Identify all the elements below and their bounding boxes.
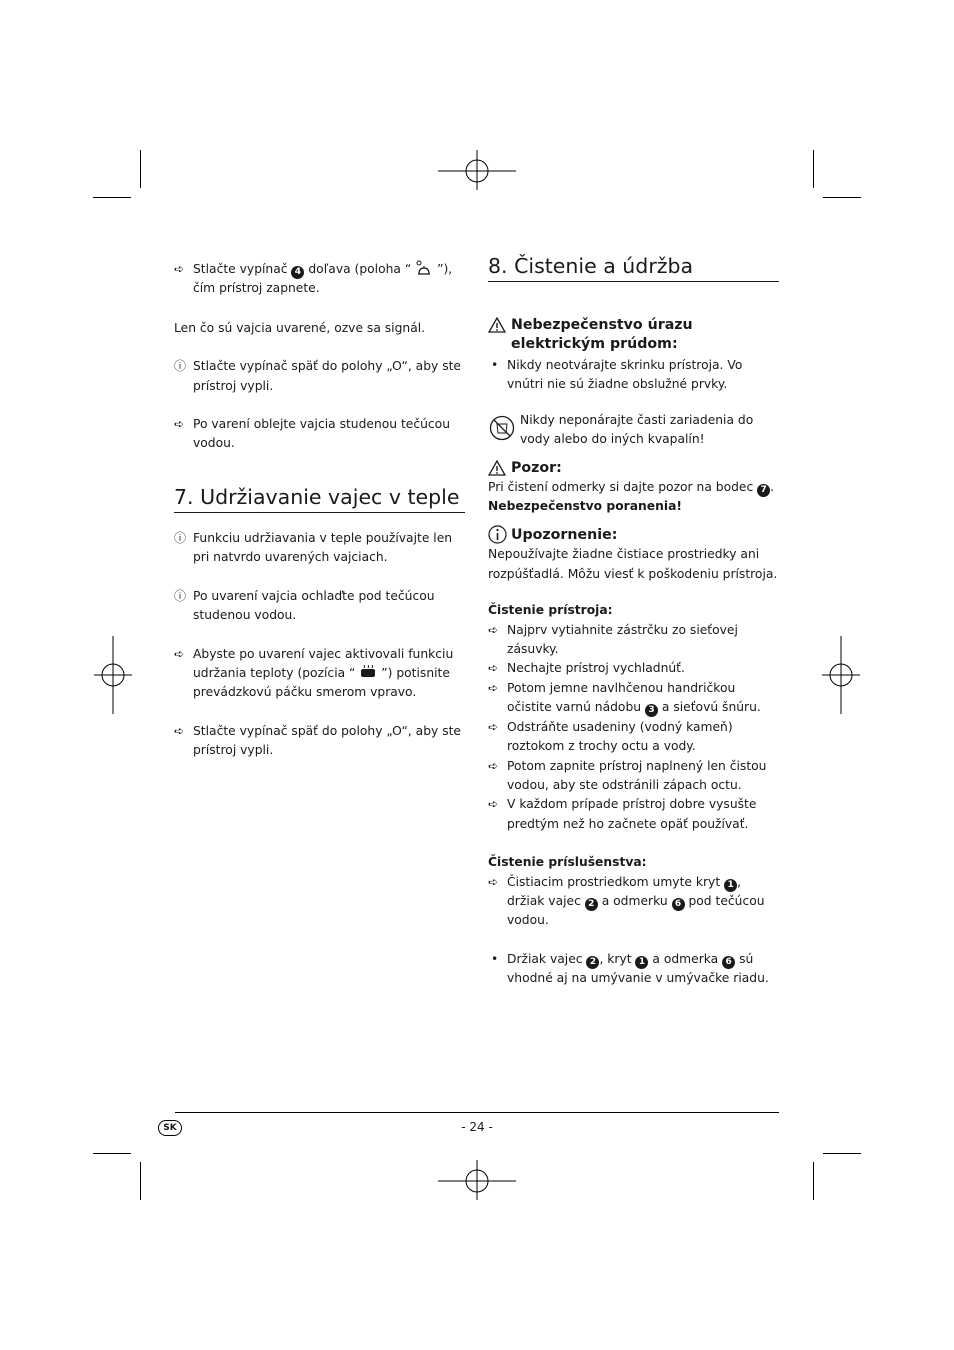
info-icon (488, 525, 507, 544)
registration-mark-top (438, 132, 516, 210)
info-icon: ⓘ (174, 359, 187, 374)
section-8-title: 8. Čistenie a údržba (488, 254, 694, 278)
no-immersion-icon (489, 415, 515, 441)
info-icon: ⓘ (174, 531, 187, 545)
left-column-section7 (174, 529, 466, 761)
part-number-badge: 2 (586, 956, 599, 969)
page-number: - 24 - (461, 1120, 493, 1134)
device-cleaning-title: Čistenie prístroja: (488, 603, 613, 618)
arrow-icon: ➪ (488, 874, 499, 889)
arrow-icon: ➪ (174, 262, 185, 276)
notice-text: Nepoužívajte žiadne čistiace prostriedky ani rozpúšťadlá. Môžu viesť k poškodeniu prístroja. (488, 547, 778, 581)
registration-mark-left (74, 636, 152, 714)
keep-warm-activate: ➪ Abyste po uvarení vajec aktivovali funkciu udržania teploty (pozícia “ ”) potisnite prevádzkovú páčku smerom vpravo. (174, 646, 454, 700)
arrow-icon: ➪ (488, 719, 499, 734)
part-number-badge: 1 (724, 879, 737, 892)
keep-warm-switch-off: ➪ Stlačte vypínač späť do polohy „O“, aby ste prístroj vypli. (174, 723, 461, 758)
electric-shock-warning-title: Nebezpečenstvo úrazu elektrickým prúdom: (488, 316, 780, 354)
arrow-icon: ➪ (174, 417, 185, 432)
caution-title: Pozor: (488, 459, 780, 478)
warning-triangle-icon (488, 460, 506, 476)
right-column (488, 316, 780, 989)
caution-text: Pri čistení odmerky si dajte pozor na bodec 7 . Nebezpečenstvo poranenia! (488, 479, 775, 514)
warning-bullet: • Nikdy neotvárajte skrinku prístroja. Vo vnútri nie sú žiadne obslužné prvky. (491, 358, 743, 392)
part-number-badge: 7 (757, 484, 770, 497)
accessory-cleaning-title: Čistenie príslušenstva: (488, 855, 647, 870)
section-7-title: 7. Udržiavanie vajec v teple (174, 485, 460, 509)
info-icon: ⓘ (174, 588, 187, 603)
instruction-switch-on: ➪ Stlačte vypínač 4 doľava (poloha “ ”), čím prístroj zapnete. (174, 262, 453, 296)
warning-triangle-icon (488, 317, 506, 333)
part-number-badge: 4 (291, 266, 304, 279)
bullet-icon: • (491, 951, 499, 966)
arrow-icon: ➪ (488, 758, 499, 773)
accessory-step: ➪ Čistiacim prostriedkom umyte kryt 1 , držiak vajec 2 a odmerku 6 pod tečúcou vodou. (488, 874, 765, 928)
instruction-cool-eggs: ➪ Po varení oblejte vajcia studenou tečúcou vodou. (174, 417, 450, 451)
part-number-badge: 1 (635, 956, 648, 969)
registration-mark-bottom (438, 1142, 516, 1220)
part-number-badge: 3 (645, 704, 658, 717)
no-immersion-note: Nikdy neponárajte časti zariadenia do vody alebo do iných kvapalín! (488, 411, 780, 450)
instruction-switch-off: ⓘ Stlačte vypínač späť do polohy „O“, aby ste prístroj vypli. (174, 359, 461, 393)
arrow-icon: ➪ (488, 797, 499, 812)
dishwasher-bullet: • Držiak vajec 2 , kryt 1 a odmerka 6 sú vhodné aj na umývanie v umývačke riadu. (491, 951, 769, 986)
device-step: ➪ Odstráňte usadeniny (vodný kameň) roztokom z trochy octu a vody. (488, 719, 733, 754)
arrow-icon: ➪ (488, 680, 499, 695)
device-step: ➪ Potom jemne navlhčenou handričkou očistite varnú nádobu 3 a sieťovú šnúru. (488, 680, 761, 716)
footer-rule (175, 1112, 779, 1113)
part-number-badge: 2 (585, 898, 598, 911)
device-step: ➪ V každom prípade prístroj dobre vysušte predtým než ho začnete opäť používať. (488, 797, 757, 831)
language-badge: SK (158, 1120, 182, 1136)
arrow-icon: ➪ (174, 646, 185, 661)
signal-note: Len čo sú vajcia uvarené, ozve sa signál. (174, 320, 426, 335)
device-step: ➪ Najprv vytiahnite zástrčku zo sieťovej zásuvky. (488, 622, 738, 657)
keep-warm-note-1: ⓘ Funkciu udržiavania v teple používajte len pri natvrdo uvarených vajciach. (174, 531, 453, 565)
arrow-icon: ➪ (488, 622, 499, 637)
part-number-badge: 6 (722, 956, 735, 969)
device-step: ➪ Nechajte prístroj vychladnúť. (488, 659, 780, 678)
cooking-position-icon (415, 260, 433, 276)
bullet-icon: • (491, 358, 499, 372)
part-number-badge: 6 (672, 898, 685, 911)
left-column (174, 260, 466, 454)
keep-warm-position-icon (359, 665, 377, 679)
registration-mark-right (802, 636, 880, 714)
arrow-icon: ➪ (174, 723, 185, 738)
section-8-rule (488, 281, 779, 282)
device-step: ➪ Potom zapnite prístroj naplnený len čistou vodou, aby ste odstránili zápach octu. (488, 758, 767, 792)
notice-title: Upozornenie: (488, 526, 780, 545)
section-7-rule (174, 512, 465, 513)
arrow-icon: ➪ (488, 661, 499, 676)
keep-warm-note-2: ⓘ Po uvarení vajcia ochlaďte pod tečúcou studenou vodou. (174, 588, 435, 623)
